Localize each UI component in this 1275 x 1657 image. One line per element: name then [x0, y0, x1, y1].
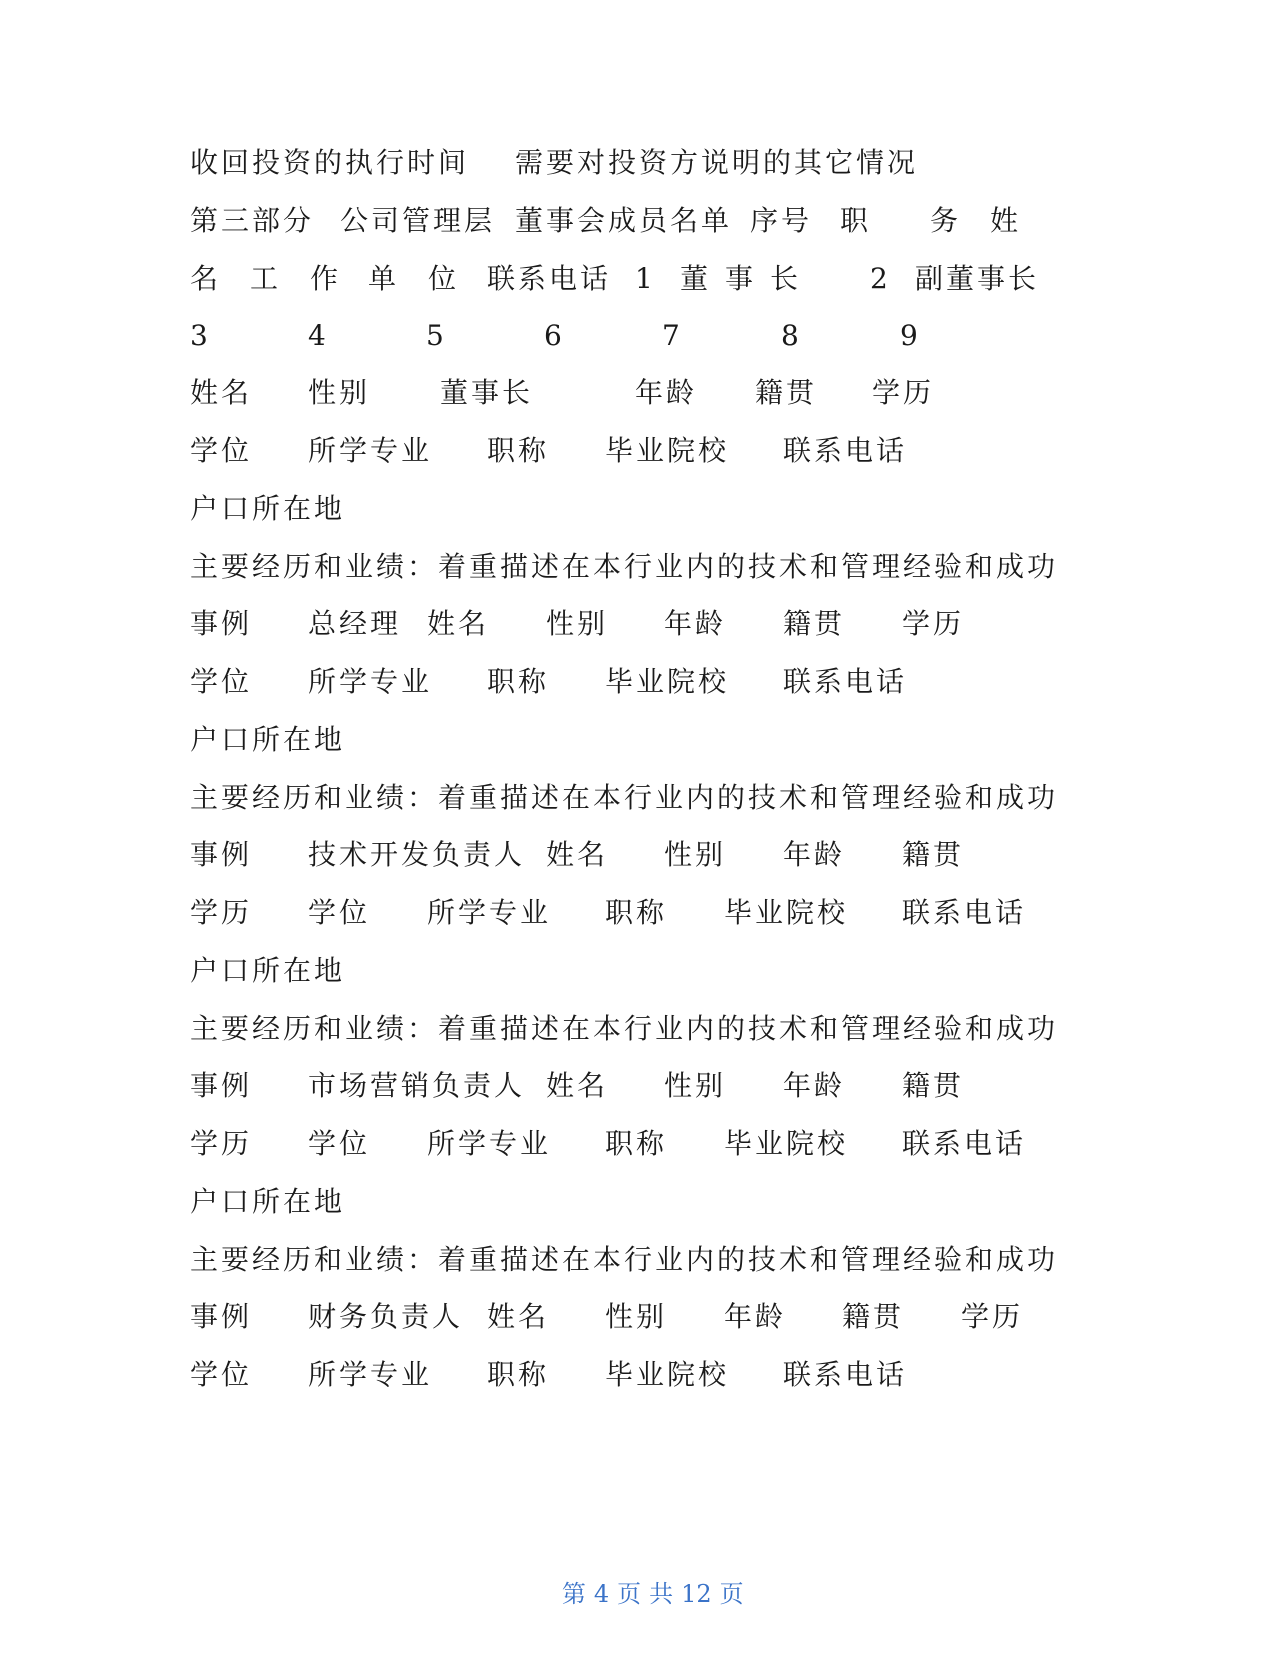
page-footer: [0, 1546, 1275, 1608]
text-segment: 所学专业: [308, 665, 433, 698]
text-segment: 技术开发负责人: [308, 838, 526, 871]
text-segment: 年龄: [664, 607, 727, 640]
text-line: [190, 1297, 1024, 1337]
text-line: [190, 604, 965, 644]
text-line: [190, 316, 921, 356]
text-segment: 职称: [605, 896, 668, 929]
text-segment: 户口所在地: [190, 954, 346, 987]
text-line: [190, 951, 346, 991]
text-segment: 学位: [308, 896, 371, 929]
footer-total-label: 共: [649, 1580, 674, 1608]
text-segment: 籍贯: [842, 1300, 905, 1333]
text-segment: 副董事长: [915, 262, 1040, 295]
text-segment: 学位: [190, 1358, 253, 1391]
text-line: [190, 662, 908, 702]
text-segment: 籍贯: [783, 607, 846, 640]
text-segment: 职称: [487, 434, 550, 467]
text-segment: 性别: [605, 1300, 668, 1333]
text-segment: 第三部分: [190, 204, 315, 237]
text-segment: 姓名: [487, 1300, 550, 1333]
text-segment: 6: [544, 319, 565, 352]
text-segment: 联系电话: [902, 1127, 1027, 1160]
text-line: [190, 778, 1059, 818]
text-segment: 位: [428, 262, 460, 295]
text-segment: 事例: [190, 1300, 253, 1333]
text-segment: 财务负责人: [308, 1300, 464, 1333]
text-segment: 主要经历和业绩：着重描述在本行业内的技术和管理经验和成功: [190, 550, 1059, 583]
text-segment: 学位: [190, 434, 253, 467]
text-line: [190, 373, 935, 413]
text-segment: 籍贯: [902, 838, 965, 871]
text-segment: 长: [770, 262, 802, 295]
text-segment: 毕业院校: [724, 1127, 849, 1160]
footer-page-unit: 页: [617, 1580, 642, 1608]
text-segment: 籍贯: [902, 1069, 965, 1102]
footer-suffix: 页: [719, 1580, 744, 1608]
text-line: [190, 259, 1040, 299]
text-segment: 籍贯: [755, 376, 818, 409]
text-segment: 年龄: [783, 838, 846, 871]
text-segment: 学历: [961, 1300, 1024, 1333]
text-segment: 性别: [308, 376, 371, 409]
text-segment: 作: [310, 262, 342, 295]
text-segment: 2: [870, 262, 891, 295]
text-segment: 联系电话: [783, 1358, 908, 1391]
text-segment: 所学专业: [308, 1358, 433, 1391]
text-segment: 序号: [750, 204, 813, 237]
text-segment: 联系电话: [783, 665, 908, 698]
text-segment: 董事会成员名单: [515, 204, 733, 237]
text-segment: 毕业院校: [605, 434, 730, 467]
text-segment: 主要经历和业绩：着重描述在本行业内的技术和管理经验和成功: [190, 781, 1059, 814]
text-segment: 务: [930, 204, 962, 237]
text-segment: 联系电话: [783, 434, 908, 467]
text-segment: 所学专业: [427, 1127, 552, 1160]
text-line: [190, 893, 1027, 933]
text-line: [190, 835, 965, 875]
text-segment: 公司管理层: [340, 204, 496, 237]
text-segment: 性别: [664, 838, 727, 871]
text-segment: 职称: [487, 1358, 550, 1391]
text-line: [190, 1124, 1027, 1164]
text-segment: 职称: [487, 665, 550, 698]
text-segment: 毕业院校: [605, 1358, 730, 1391]
text-segment: 1: [635, 262, 656, 295]
text-segment: 主要经历和业绩：着重描述在本行业内的技术和管理经验和成功: [190, 1012, 1059, 1045]
text-segment: 姓名: [190, 376, 253, 409]
text-segment: 姓: [990, 204, 1022, 237]
text-segment: 董事长: [440, 376, 534, 409]
text-line: [190, 1009, 1059, 1049]
text-segment: 事例: [190, 1069, 253, 1102]
text-segment: 联系电话: [487, 262, 612, 295]
text-segment: 5: [426, 319, 447, 352]
text-segment: 职称: [605, 1127, 668, 1160]
text-segment: 学位: [190, 665, 253, 698]
footer-total-pages: 12: [681, 1580, 712, 1608]
text-line: [190, 720, 346, 760]
text-segment: 主要经历和业绩：着重描述在本行业内的技术和管理经验和成功: [190, 1243, 1059, 1276]
text-segment: 总经理: [308, 607, 402, 640]
text-segment: 学历: [902, 607, 965, 640]
text-segment: 市场营销负责人: [308, 1069, 526, 1102]
text-segment: 年龄: [783, 1069, 846, 1102]
text-line: [190, 201, 1022, 241]
text-segment: 户口所在地: [190, 723, 346, 756]
text-segment: 性别: [664, 1069, 727, 1102]
text-line: [190, 547, 1059, 587]
text-segment: 事例: [190, 838, 253, 871]
text-segment: 学历: [872, 376, 935, 409]
text-line: [190, 431, 908, 471]
text-line: [190, 143, 919, 183]
text-segment: 学历: [190, 1127, 253, 1160]
text-segment: 所学专业: [427, 896, 552, 929]
text-segment: 4: [308, 319, 329, 352]
text-line: [190, 1355, 908, 1395]
text-line: [190, 1182, 346, 1222]
text-segment: 职: [840, 204, 872, 237]
text-line: [190, 489, 346, 529]
text-segment: 姓名: [546, 838, 609, 871]
text-segment: 事例: [190, 607, 253, 640]
text-segment: 所学专业: [308, 434, 433, 467]
text-segment: 年龄: [724, 1300, 787, 1333]
text-segment: 学位: [308, 1127, 371, 1160]
text-segment: 年龄: [635, 376, 698, 409]
text-segment: 毕业院校: [605, 665, 730, 698]
text-segment: 8: [781, 319, 802, 352]
text-segment: 姓名: [546, 1069, 609, 1102]
text-segment: 事: [725, 262, 757, 295]
text-segment: 名: [190, 262, 222, 295]
text-segment: 单: [368, 262, 400, 295]
text-segment: 董: [680, 262, 712, 295]
text-segment: 毕业院校: [724, 896, 849, 929]
text-segment: 户口所在地: [190, 1185, 346, 1218]
text-line: [190, 1240, 1059, 1280]
text-segment: 3: [190, 319, 211, 352]
text-segment: 工: [250, 262, 282, 295]
text-segment: 7: [662, 319, 683, 352]
text-segment: 姓名: [427, 607, 490, 640]
text-segment: 联系电话: [902, 896, 1027, 929]
footer-prefix: 第: [561, 1580, 586, 1608]
text-segment: 收回投资的执行时间: [190, 146, 470, 179]
text-segment: 需要对投资方说明的其它情况: [515, 146, 919, 179]
text-segment: 性别: [546, 607, 609, 640]
text-segment: 户口所在地: [190, 492, 346, 525]
text-line: [190, 1066, 965, 1106]
text-segment: 9: [900, 319, 921, 352]
text-segment: 学历: [190, 896, 253, 929]
footer-page-number: 4: [593, 1580, 610, 1608]
